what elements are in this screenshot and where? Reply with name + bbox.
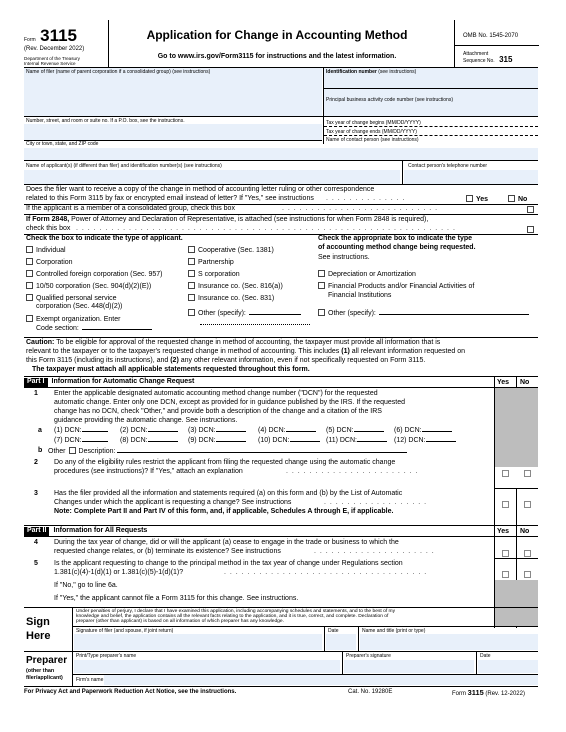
q1-line1: Enter the applicable designated automatic accounting method change number ("DCN") for the requested	[54, 390, 378, 397]
part2-title: Information for All Requests	[53, 527, 148, 534]
q1-line3: change has no DCN, check "Other," and provide both a description of the change and a citation of the IRS	[54, 408, 382, 415]
city-field[interactable]	[24, 148, 538, 160]
description-label: Description:	[78, 448, 116, 455]
dcn-2-label: (2) DCN:	[120, 427, 148, 434]
other-dcn-label: Other	[48, 448, 66, 455]
dcn-11-field[interactable]	[357, 441, 387, 442]
q2-yes-checkbox[interactable]	[502, 470, 509, 477]
q2-no-checkbox[interactable]	[524, 470, 531, 477]
id-number-label: Identification number	[326, 69, 377, 75]
dcn-7-label: (7) DCN:	[54, 437, 82, 444]
q1b-letter: b	[38, 447, 43, 454]
other-applicant-label: Other (specify):	[198, 310, 246, 317]
part1-yes-header: Yes	[497, 379, 510, 386]
dcn-7-field[interactable]	[82, 441, 108, 442]
q3-line2: Changes under which the applicant is requesting a change? See instructions	[54, 499, 292, 506]
insurance-816-checkbox[interactable]	[188, 282, 195, 289]
cfc-label: Controlled foreign corporation (Sec. 957)	[36, 271, 163, 278]
cooperative-checkbox[interactable]	[188, 246, 195, 253]
q2-number: 2	[34, 459, 38, 466]
exempt-org-checkbox[interactable]	[26, 315, 33, 322]
part2-label: Part II	[24, 527, 49, 536]
firm-name-label: Firm's name	[76, 677, 104, 683]
part1-no-header: No	[520, 379, 530, 386]
filer-signature-field[interactable]	[74, 634, 322, 650]
preparer-name-field[interactable]	[74, 660, 340, 673]
form2848-bold: If Form 2848,	[26, 216, 70, 223]
partnership-checkbox[interactable]	[188, 258, 195, 265]
firm-name-field[interactable]	[104, 675, 538, 685]
caution-line3c: any other relevant information, even if not specifically requested on Form 3115.	[178, 357, 426, 364]
perjury-line1: Under penalties of perjury, I declare that I have examined this application, including accompanying schedules and statements, and to the best of my	[76, 609, 396, 614]
contact-phone-label: Contact person's telephone number	[408, 163, 488, 169]
signature-label: Signature of filer (and spouse, if joint return)	[76, 628, 174, 634]
q4-line1: During the tax year of change, did or will the applicant (a) cease to engage in the trade or business to which the	[54, 539, 399, 546]
preparer-name-label: Print/Type preparer's name	[76, 653, 137, 659]
form-number: 3115	[40, 26, 78, 45]
copy-yes-checkbox[interactable]	[466, 195, 473, 202]
q4-number: 4	[34, 539, 38, 546]
cfc-checkbox[interactable]	[26, 270, 33, 277]
q3-no-checkbox[interactable]	[524, 501, 531, 508]
corporation-checkbox[interactable]	[26, 258, 33, 265]
applicants-label: Name of applicant(s) (if different than filer) and identification number(s) (see instructions)	[26, 163, 222, 169]
q3-note: Note: Complete Part II and Part IV of this form, and, if applicable, Schedules A through E, if applicable.	[54, 508, 394, 515]
1050-corp-checkbox[interactable]	[26, 282, 33, 289]
change-type-heading-1: Check the appropriate box to indicate the type	[318, 235, 473, 242]
q3-number: 3	[34, 490, 38, 497]
dcn-5-label: (5) DCN:	[326, 427, 354, 434]
street-field[interactable]	[24, 124, 322, 140]
perjury-line3: preparer (other than applicant) is based on all information of which preparer has any knowledge.	[76, 619, 284, 624]
q4-yes-checkbox[interactable]	[502, 550, 509, 557]
tax-ends-label: Tax year of change ends (MM/DD/YYYY)	[326, 129, 417, 135]
preparer-sub1: (other than	[26, 668, 55, 674]
q5-if-yes: If "Yes," the applicant cannot file a Form 3115 for this change. See instructions.	[54, 595, 299, 602]
caution-label: Caution:	[26, 339, 55, 346]
other-applicant-field[interactable]	[249, 314, 301, 315]
part2-yes-header: Yes	[497, 528, 510, 535]
business-code-label: Principal business activity code number (see instructions)	[326, 97, 453, 103]
filer-name-field[interactable]	[24, 68, 322, 116]
s-corp-checkbox[interactable]	[188, 270, 195, 277]
q5-line1: Is the applicant requesting to change to the principal method in the tax year of change under Regulations section	[54, 560, 403, 567]
footer-rev: (Rev. 12-2022)	[485, 691, 525, 697]
individual-checkbox[interactable]	[26, 246, 33, 253]
copy-yes-label: Yes	[476, 196, 489, 203]
dcn-9-field[interactable]	[216, 441, 246, 442]
dcn-1-field[interactable]	[82, 431, 108, 432]
other-change-field[interactable]	[379, 314, 529, 315]
preparer-title: Preparer	[26, 655, 68, 666]
dcn-2-field[interactable]	[148, 431, 178, 432]
consolidated-checkbox[interactable]	[527, 206, 534, 213]
q5-line2: 1.381(c)(4)-1(d)(1) or 1.381(c)(5)-1(d)(1)?	[54, 569, 184, 576]
preparer-date-label: Date	[480, 653, 491, 659]
part1-label: Part I	[24, 378, 48, 387]
q2-line2: procedures (see instructions)? If "Yes," attach an explanation	[54, 468, 243, 475]
copy-no-label: No	[518, 196, 528, 203]
form2848-checkbox[interactable]	[527, 226, 534, 233]
preparer-signature-label: Preparer's signature	[346, 653, 391, 659]
insurance-816-label: Insurance co. (Sec. 816(a))	[198, 283, 283, 290]
insurance-831-label: Insurance co. (Sec. 831)	[198, 295, 275, 302]
q5-if-no: If "No," go to line 6a.	[54, 582, 118, 589]
q3-line1: Has the filer provided all the information and statements required (a) on this form and (b) by the List of Automatic	[54, 490, 403, 497]
omb-number: OMB No. 1545-2070	[463, 33, 519, 39]
filer-name-label: Name of filer (name of parent corporation if a consolidated group) (see instructions)	[26, 69, 211, 75]
corporation-label: Corporation	[36, 259, 73, 266]
catalog-number: Cat. No. 19280E	[348, 689, 393, 695]
dcn-12-label: (12) DCN:	[394, 437, 426, 444]
preparer-sub2: filer/applicant)	[26, 675, 63, 681]
dcn-6-field[interactable]	[422, 431, 452, 432]
sign-date-field[interactable]	[326, 634, 356, 650]
rev-date: (Rev. December 2022)	[24, 46, 85, 52]
q4-line2: requested change relates, or (b) terminate its existence? See instructions	[54, 548, 281, 555]
form-id-block	[24, 20, 109, 67]
caution-line2a: relevant to the taxpayer or to the taxpayer's requested change in method of accounting. This includes	[26, 348, 342, 355]
dcn-10-label: (10) DCN:	[258, 437, 290, 444]
contact-name-label: Name of contact person (see instructions)	[326, 137, 419, 143]
here-label: Here	[26, 630, 51, 642]
other-change-label: Other (specify):	[328, 310, 376, 317]
cooperative-label: Cooperative (Sec. 1381)	[198, 247, 274, 254]
description-field[interactable]	[117, 452, 407, 453]
sign-date-label: Date	[328, 628, 339, 634]
q1-line2: automatic change. Enter only one DCN, except as provided for in guidance published by the IRS. If the requested	[54, 399, 405, 406]
copy-question-line2: related to this Form 3115 by fax or encrypted email instead of letter? If "Yes," see instructions	[26, 195, 314, 202]
dcn-10-field[interactable]	[290, 441, 320, 442]
sign-label: Sign	[26, 616, 50, 628]
dcn-1-label: (1) DCN:	[54, 427, 82, 434]
dcn-8-label: (8) DCN:	[120, 437, 148, 444]
q5-no-checkbox[interactable]	[524, 571, 531, 578]
financial-institutions-label: Financial Institutions	[328, 292, 392, 299]
dept-irs: Internal Revenue Service	[24, 61, 76, 66]
code-section-label: Code section:	[36, 325, 79, 332]
caution-line1: To be eligible for approval of the requested change in method of accounting, the taxpayer must provide all information that is	[54, 339, 441, 346]
form2848-check-text: check this box	[26, 225, 71, 232]
consolidated-text: If the applicant is a member of a consolidated group, check this box	[26, 205, 235, 212]
q3-yes-checkbox[interactable]	[502, 501, 509, 508]
dcn-3-label: (3) DCN:	[188, 427, 216, 434]
exempt-org-label: Exempt organization. Enter	[36, 316, 121, 323]
street-label: Number, street, and room or suite no. If a P.O. box, see the instructions.	[26, 118, 185, 124]
name-title-field[interactable]	[360, 634, 538, 650]
attachment-label: Attachment	[463, 51, 489, 57]
s-corp-label: S corporation	[198, 271, 240, 278]
q5-number: 5	[34, 560, 38, 567]
other-change-checkbox[interactable]	[318, 309, 325, 316]
1050-corp-label: 10/50 corporation (Sec. 904(d)(2)(E))	[36, 283, 152, 290]
tax-begins-label: Tax year of change begins (MM/DD/YYYY)	[326, 120, 421, 126]
caution-line3a: this Form 3115 (including its instructions), and	[26, 357, 171, 364]
change-type-heading-2: of accounting method change being requested.	[318, 244, 476, 251]
q5-yes-checkbox[interactable]	[502, 571, 509, 578]
sequence-number: 315	[499, 55, 513, 64]
footer-form-number: 3115	[467, 688, 484, 697]
privacy-notice: For Privacy Act and Paperwork Reduction Act Notice, see the instructions.	[24, 689, 237, 695]
code-section-field[interactable]	[82, 329, 152, 330]
applicants-field[interactable]	[24, 170, 400, 184]
q4-no-checkbox[interactable]	[524, 550, 531, 557]
id-number-see: (see instructions)	[378, 69, 417, 75]
other-dcn-checkbox[interactable]	[69, 447, 76, 454]
financial-products-label: Financial Products and/or Financial Activities of	[328, 283, 475, 290]
qps-label: Qualified personal service	[36, 295, 117, 302]
caution-line4: The taxpayer must attach all applicable statements requested throughout this form.	[32, 366, 310, 373]
other-applicant-checkbox[interactable]	[188, 309, 195, 316]
depreciation-label: Depreciation or Amortization	[328, 271, 416, 278]
form-title: Application for Change in Accounting Method	[146, 28, 408, 42]
qps-checkbox[interactable]	[26, 294, 33, 301]
change-type-see: See instructions.	[318, 254, 370, 261]
copy-no-checkbox[interactable]	[508, 195, 515, 202]
name-title-label: Name and title (print or type)	[362, 628, 426, 634]
copy-question-line1: Does the filer want to receive a copy of the change in method of accounting letter ruling or other correspondence	[26, 186, 375, 193]
caution-line2c: all relevant information requested on	[349, 348, 465, 355]
dcn-11-label: (11) DCN:	[326, 437, 357, 444]
goto-instructions: Go to www.irs.gov/Form3115 for instructions and the latest information.	[157, 53, 397, 60]
q1-number: 1	[34, 390, 38, 397]
qps-label-2: corporation (Sec. 448(d)(2))	[36, 303, 123, 310]
q1a-letter: a	[38, 427, 42, 434]
footer-form-word: Form	[452, 691, 466, 697]
dcn-6-label: (6) DCN:	[394, 427, 422, 434]
perjury-line2: knowledge and belief, the application contains all the relevant facts relating to the application, and it is true, correct, and complete. Declaration of	[76, 614, 389, 619]
dcn-12-field[interactable]	[426, 441, 456, 442]
part2-no-header: No	[520, 528, 530, 535]
sequence-label: Sequence No.	[463, 58, 495, 64]
contact-phone-field[interactable]	[404, 170, 538, 184]
dcn-9-label: (9) DCN:	[188, 437, 216, 444]
preparer-date-field[interactable]	[478, 660, 538, 673]
dcn-5-field[interactable]	[354, 431, 384, 432]
dcn-8-field[interactable]	[148, 441, 178, 442]
caution-line2b: (1)	[341, 348, 350, 355]
partnership-label: Partnership	[198, 259, 234, 266]
dcn-4-field[interactable]	[286, 431, 316, 432]
caution-line3b: (2)	[170, 357, 179, 364]
part1-title: Information for Automatic Change Request	[51, 378, 195, 385]
form2848-text: Power of Attorney and Declaration of Representative, is attached (see instructions for when Form 2848 is required),	[69, 216, 429, 223]
city-label: City or town, state, and ZIP code	[26, 141, 99, 147]
individual-label: Individual	[36, 247, 66, 254]
dcn-3-field[interactable]	[216, 431, 246, 432]
dept-treasury: Department of the Treasury	[24, 56, 80, 61]
q2-line1: Do any of the eligibility rules restrict the applicant from filing the requested change using the automatic change	[54, 459, 396, 466]
depreciation-checkbox[interactable]	[318, 270, 325, 277]
insurance-831-checkbox[interactable]	[188, 294, 195, 301]
dcn-4-label: (4) DCN:	[258, 427, 286, 434]
applicant-type-heading: Check the box to indicate the type of applicant.	[26, 235, 183, 242]
omb-block	[454, 20, 538, 67]
financial-products-checkbox[interactable]	[318, 282, 325, 289]
form-word: Form	[24, 37, 36, 43]
q1-line4: guidance providing the automatic change. See instructions.	[54, 417, 238, 424]
preparer-signature-field[interactable]	[344, 660, 474, 673]
